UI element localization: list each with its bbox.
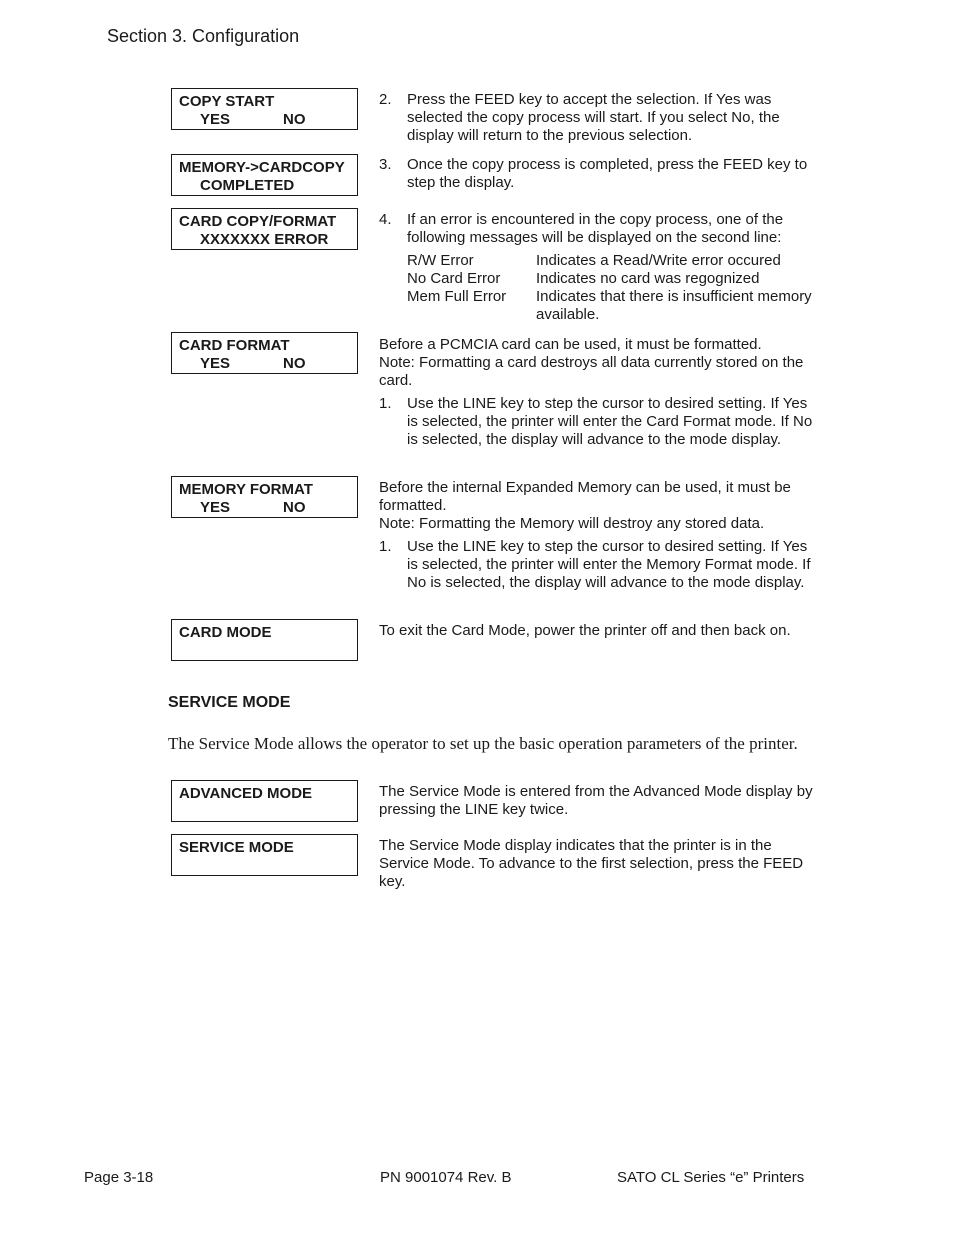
footer-part-number: PN 9001074 Rev. B	[380, 1169, 512, 1186]
step-number: 2.	[379, 91, 392, 108]
step-text: Press the FEED key to accept the selection. If Yes was selected the copy process will start. If you select No, the display will return to the previous selection.	[407, 91, 780, 144]
lcd-line1: CARD MODE	[179, 624, 272, 641]
step-number: 1.	[379, 538, 392, 555]
lcd-line2	[179, 111, 357, 129]
lcd-option-no: NO	[283, 499, 306, 516]
lcd-option-yes: YES	[200, 499, 231, 516]
section-heading: SERVICE MODE	[168, 694, 291, 711]
step-number: 4.	[379, 211, 392, 228]
lcd-line2	[179, 355, 357, 373]
error-code: No Card Error	[407, 270, 501, 287]
step-text: If an error is encountered in the copy process, one of the following messages will be displayed on the second line:	[407, 211, 784, 246]
desc-card-mode	[379, 622, 819, 640]
lcd-line2: XXXXXXX ERROR	[200, 231, 329, 248]
error-code: Mem Full Error	[407, 288, 507, 305]
lcd-card-mode	[171, 619, 358, 661]
desc-advanced-mode	[379, 783, 819, 819]
paragraph: To exit the Card Mode, power the printer off and then back on.	[379, 622, 791, 639]
lcd-option-yes: YES	[200, 355, 231, 372]
paragraph: Before a PCMCIA card can be used, it must be formatted.	[379, 336, 762, 353]
footer-page-number: Page 3-18	[84, 1169, 154, 1186]
section-header: Section 3. Configuration	[107, 26, 300, 46]
lcd-line1: MEMORY->CARDCOPY	[179, 159, 345, 176]
lcd-advanced-mode	[171, 780, 358, 822]
lcd-option-no: NO	[283, 355, 306, 372]
paragraph: The Service Mode display indicates that the printer is in the Service Mode. To advance to the first selection, press the FEED key.	[379, 837, 804, 890]
step-text: Use the LINE key to step the cursor to desired setting. If Yes is selected, the printer will enter the Card Format mode. If No is selected, the display will advance to the mode display.	[407, 395, 813, 448]
step-number: 3.	[379, 156, 392, 173]
desc-card-format	[379, 336, 819, 449]
error-row	[407, 288, 819, 324]
step-item	[379, 211, 819, 247]
lcd-card-copy-format	[171, 208, 358, 250]
paragraph: The Service Mode is entered from the Advanced Mode display by pressing the LINE key twice.	[379, 783, 813, 818]
note: Note: Formatting a card destroys all data currently stored on the card.	[379, 354, 804, 389]
lcd-line2: COMPLETED	[200, 177, 295, 194]
error-meaning: Indicates a Read/Write error occured	[536, 252, 781, 269]
lcd-card-format	[171, 332, 358, 374]
step-number: 1.	[379, 395, 392, 412]
desc-memory-format	[379, 479, 819, 592]
error-table	[407, 252, 819, 324]
lcd-line1: MEMORY FORMAT	[179, 481, 313, 498]
desc-memory-cardcopy	[379, 156, 819, 192]
paragraph: Before the internal Expanded Memory can be used, it must be formatted.	[379, 479, 791, 514]
step-text: Use the LINE key to step the cursor to desired setting. If Yes is selected, the printer will enter the Memory Format mode. If No is selected, the display will advance to the mode display.	[407, 538, 811, 591]
step-item	[379, 395, 819, 449]
step-item	[379, 91, 819, 145]
lcd-line1: CARD FORMAT	[179, 337, 290, 354]
lcd-memory-format	[171, 476, 358, 518]
lcd-option-yes: YES	[200, 111, 231, 128]
lcd-memory-cardcopy	[171, 154, 358, 196]
step-item	[379, 156, 819, 192]
intro-paragraph: The Service Mode allows the operator to set up the basic operation parameters of the printer.	[168, 734, 798, 753]
desc-service-mode	[379, 837, 819, 891]
lcd-line1: SERVICE MODE	[179, 839, 294, 856]
lcd-copy-start	[171, 88, 358, 130]
step-text: Once the copy process is completed, press the FEED key to step the display.	[407, 156, 808, 191]
lcd-line1: COPY START	[179, 93, 275, 110]
lcd-line1: ADVANCED MODE	[179, 785, 313, 802]
error-meaning: Indicates that there is insufficient memory available.	[536, 288, 812, 323]
error-row	[407, 270, 819, 288]
lcd-option-no: NO	[283, 111, 306, 128]
note: Note: Formatting the Memory will destroy any stored data.	[379, 515, 765, 532]
desc-copy-start	[379, 91, 819, 145]
desc-card-copy-format	[379, 211, 819, 324]
error-meaning: Indicates no card was regognized	[536, 270, 760, 287]
lcd-service-mode	[171, 834, 358, 876]
lcd-line2	[179, 499, 357, 517]
lcd-line1: CARD COPY/FORMAT	[179, 213, 337, 230]
error-code: R/W Error	[407, 252, 474, 269]
footer-product-name: SATO CL Series “e” Printers	[617, 1169, 805, 1186]
error-row	[407, 252, 819, 270]
step-item	[379, 538, 819, 592]
